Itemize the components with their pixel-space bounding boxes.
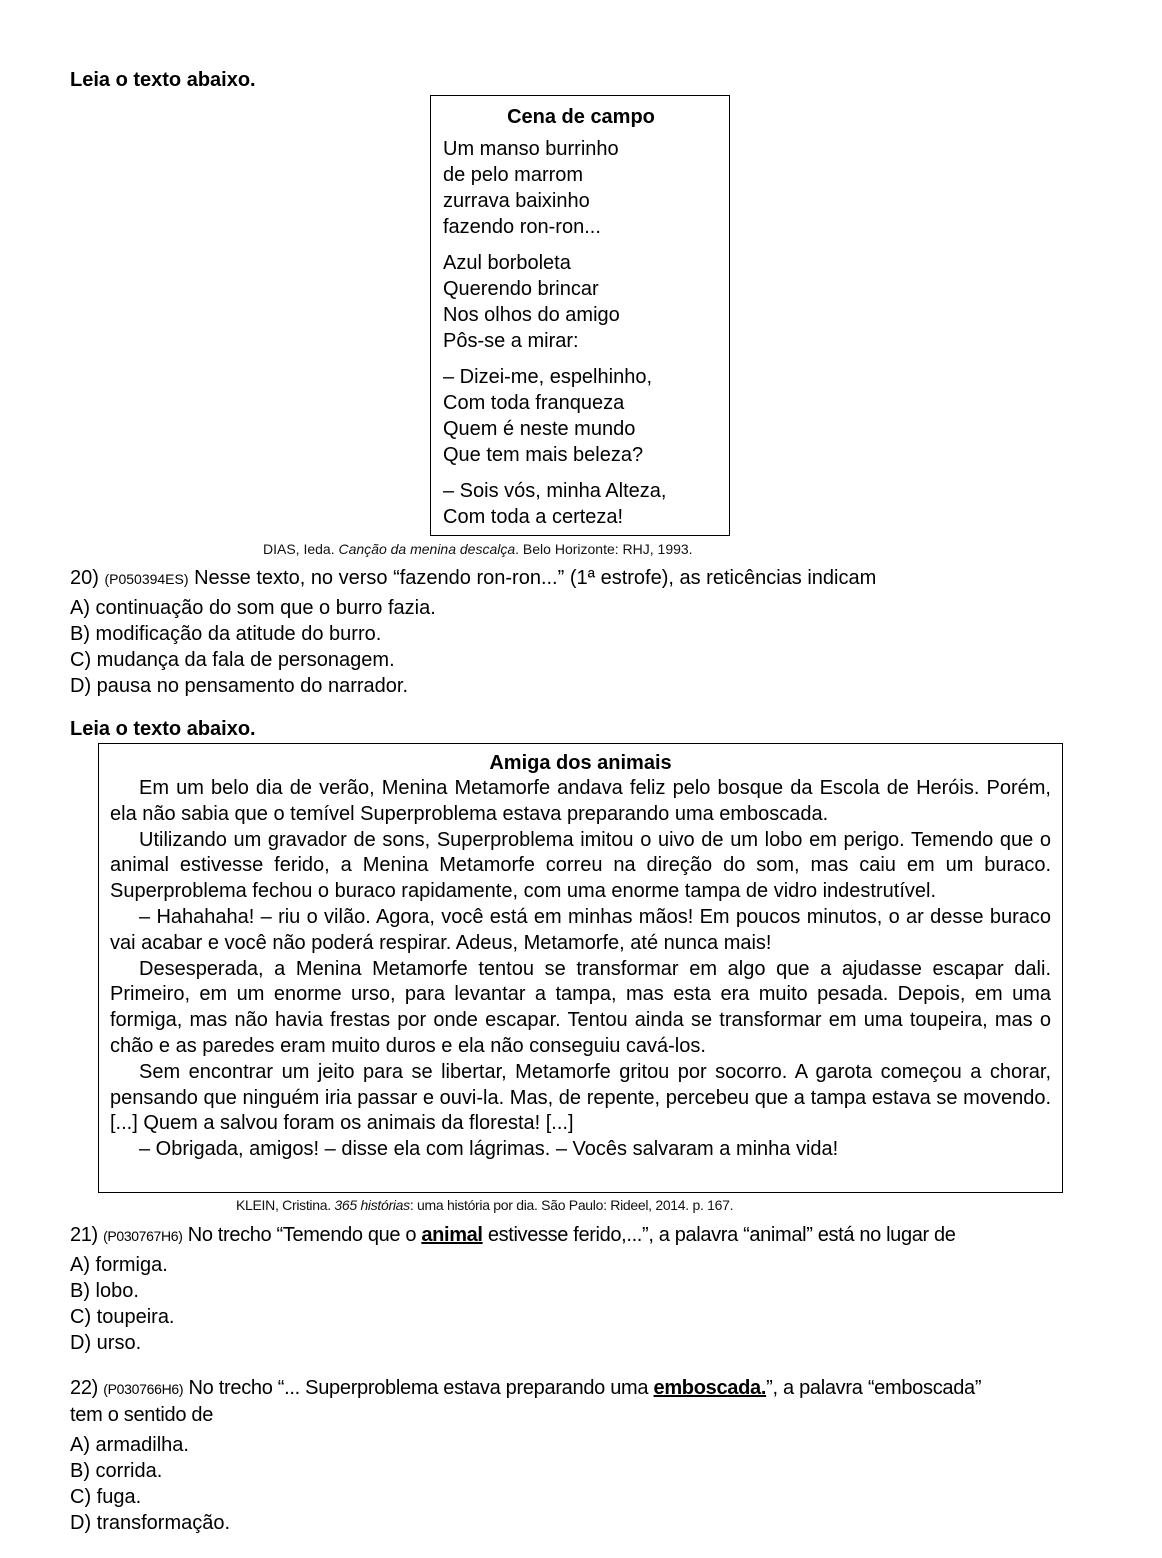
answer-option[interactable]: D) pausa no pensamento do narrador. bbox=[70, 675, 408, 697]
question-text: No trecho “Temendo que o bbox=[187, 1224, 422, 1246]
stanza bbox=[443, 250, 719, 354]
answer-option[interactable]: B) modificação da atitude do burro. bbox=[70, 623, 382, 645]
answer-option[interactable]: A) armadilha. bbox=[70, 1434, 189, 1456]
poem-citation bbox=[263, 541, 693, 557]
verse: Pôs-se a mirar: bbox=[443, 330, 579, 352]
verse: Que tem mais beleza? bbox=[443, 444, 644, 466]
question-number: 21) bbox=[70, 1224, 98, 1246]
verse: zurrava baixinho bbox=[443, 190, 590, 212]
poem-title: Cena de campo bbox=[507, 106, 655, 128]
reading-instruction-2: Leia o texto abaixo. bbox=[70, 718, 256, 740]
answer-option[interactable]: B) corrida. bbox=[70, 1460, 163, 1482]
poem-stanzas bbox=[443, 136, 719, 530]
answer-option[interactable]: C) mudança da fala de personagem. bbox=[70, 649, 395, 671]
citation-work: 365 histórias bbox=[334, 1197, 410, 1213]
story-paragraph: – Hahahaha! – riu o vilão. Agora, você está em minhas mãos! Em poucos minutos, o ar desse buraco vai acabar e você não poderá respirar. Adeus, Metamorfe, até nunca mais! bbox=[110, 905, 1051, 954]
reading-instruction: Leia o texto abaixo. bbox=[70, 69, 256, 91]
stanza bbox=[443, 364, 719, 468]
verse: – Sois vós, minha Alteza, bbox=[443, 480, 667, 502]
question-20 bbox=[70, 565, 876, 592]
question-text-end: estivesse ferido,...”, a palavra “animal” está no lugar de bbox=[482, 1224, 956, 1246]
emphasized-word: animal bbox=[421, 1224, 483, 1246]
citation-author: DIAS, Ieda. bbox=[263, 541, 335, 557]
answer-option[interactable]: D) urso. bbox=[70, 1332, 142, 1354]
question-text: Nesse texto, no verso “fazendo ron-ron...” (1ª estrofe), as reticências indicam bbox=[194, 567, 877, 589]
question-number: 20) bbox=[70, 567, 99, 589]
verse: Com toda a certeza! bbox=[443, 506, 624, 528]
verse: Nos olhos do amigo bbox=[443, 304, 620, 326]
verse: Azul borboleta bbox=[443, 252, 571, 274]
stanza bbox=[443, 478, 719, 530]
answer-option[interactable]: D) transformação. bbox=[70, 1512, 231, 1534]
verse: Querendo brincar bbox=[443, 278, 599, 300]
citation-author: KLEIN, Cristina. bbox=[236, 1197, 331, 1213]
story-box bbox=[98, 743, 1063, 1193]
story-citation bbox=[236, 1197, 733, 1213]
question-20-options bbox=[70, 595, 436, 699]
story-title: Amiga dos animais bbox=[489, 752, 672, 774]
verse: Um manso burrinho bbox=[443, 138, 619, 160]
answer-option[interactable]: A) continuação do som que o burro fazia. bbox=[70, 597, 436, 619]
question-code: (P030766H6) bbox=[103, 1381, 184, 1397]
question-code: (P050394ES) bbox=[104, 571, 189, 587]
story-paragraph: – Obrigada, amigos! – disse ela com lágrimas. – Vocês salvaram a minha vida! bbox=[139, 1138, 839, 1161]
answer-option[interactable]: C) toupeira. bbox=[70, 1306, 175, 1328]
question-text: No trecho “... Superproblema estava preparando uma bbox=[188, 1377, 654, 1399]
question-21-options bbox=[70, 1252, 175, 1356]
verse: Quem é neste mundo bbox=[443, 418, 636, 440]
question-22 bbox=[70, 1375, 981, 1428]
answer-option[interactable]: A) formiga. bbox=[70, 1254, 168, 1276]
stanza bbox=[443, 136, 719, 240]
citation-rest: : uma história por dia. São Paulo: Rideel, 2014. p. 167. bbox=[409, 1197, 734, 1213]
question-22-options bbox=[70, 1432, 230, 1536]
question-text-line2: tem o sentido de bbox=[70, 1404, 214, 1426]
question-number: 22) bbox=[70, 1377, 99, 1399]
question-21 bbox=[70, 1222, 956, 1249]
story-body bbox=[110, 776, 1051, 1163]
verse: fazendo ron-ron... bbox=[443, 216, 601, 238]
emphasized-word: emboscada. bbox=[653, 1377, 767, 1399]
answer-option[interactable]: C) fuga. bbox=[70, 1486, 142, 1508]
verse: de pelo marrom bbox=[443, 164, 584, 186]
story-paragraph: Em um belo dia de verão, Menina Metamorfe andava feliz pelo bosque da Escola de Heróis. Porém, ela não sabia que o temível Superproblema estava preparando uma emboscada. bbox=[110, 777, 1051, 825]
citation-work: Canção da menina descalça bbox=[338, 541, 516, 557]
story-paragraph: Utilizando um gravador de sons, Superproblema imitou o uivo de um lobo em perigo. Temendo que o animal estivesse ferido, a Menina Metamorfe correu na direção do som, mas caiu em um buraco. Superproblema fechou o buraco rapidamente, com uma enorme tampa de vidro indestrutível. bbox=[110, 828, 1051, 903]
verse: – Dizei-me, espelhinho, bbox=[443, 366, 652, 388]
citation-rest: . Belo Horizonte: RHJ, 1993. bbox=[515, 541, 693, 557]
answer-option[interactable]: B) lobo. bbox=[70, 1280, 139, 1302]
verse: Com toda franqueza bbox=[443, 392, 625, 414]
story-paragraph: Desesperada, a Menina Metamorfe tentou se transformar em algo que a ajudasse escapar dali. Primeiro, em um enorme urso, para levantar a tampa, mas esta era muito pesada. Depois, em uma formiga, mas não havia frestas por onde escapar. Tentou ainda se transformar em uma toupeira, mas o chão e as paredes eram muito duros e ela não conseguiu cavá-los. bbox=[110, 957, 1051, 1057]
poem-box bbox=[430, 95, 730, 536]
story-paragraph: Sem encontrar um jeito para se libertar, Metamorfe gritou por socorro. A garota começou a chorar, pensando que ninguém iria passar e ouvi-la. Mas, de repente, percebeu que a tampa estava se movendo. [...] Quem a salvou foram os animais da floresta! [...] bbox=[110, 1060, 1051, 1135]
question-code: (P030767H6) bbox=[103, 1228, 183, 1244]
question-text-end: ”, a palavra “emboscada” bbox=[766, 1377, 982, 1399]
